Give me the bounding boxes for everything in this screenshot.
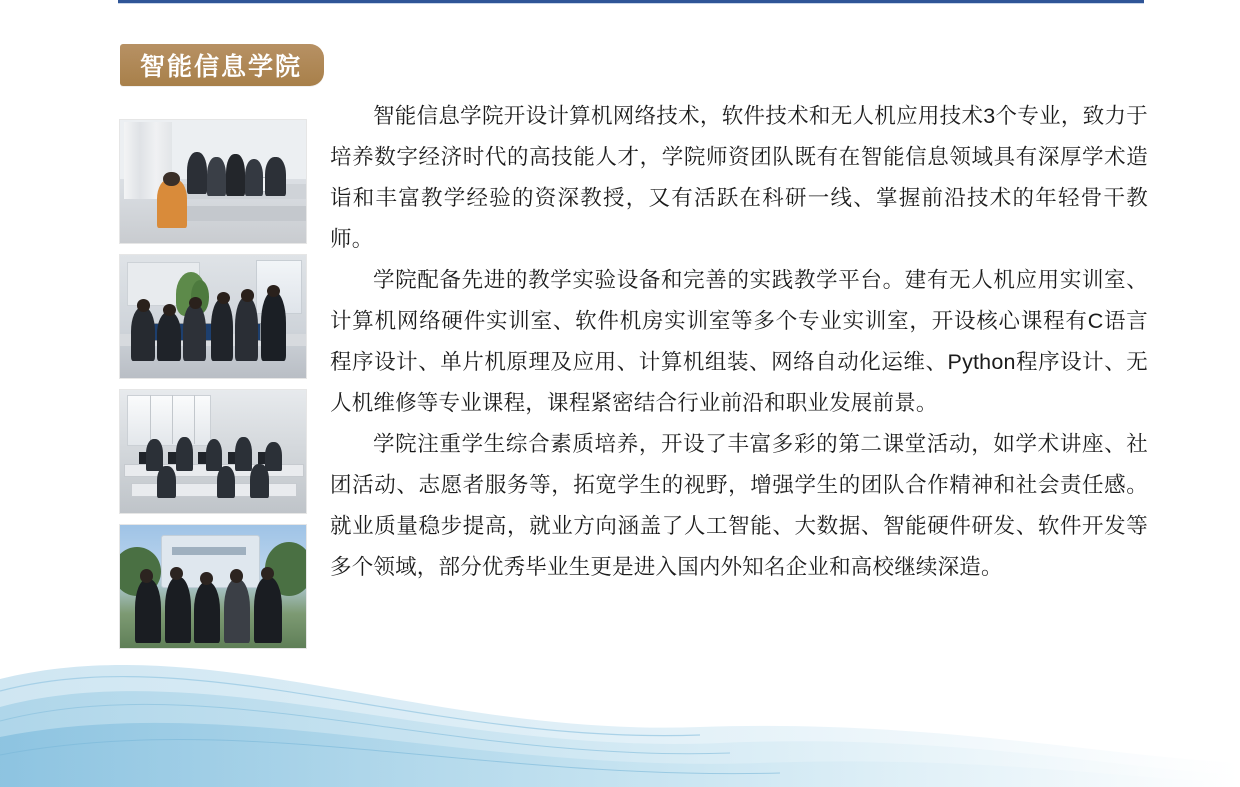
photo-computer-room [119,389,307,514]
photo-classroom-visit [119,119,307,244]
top-divider-rule-shadow [118,3,1144,4]
paragraph-3: 学院注重学生综合素质培养，开设了丰富多彩的第二课堂活动，如学术讲座、社团活动、志愿者服务等，拓宽学生的视野，增强学生的团队合作精神和社会责任感。就业质量稳步提高，就业方向涵盖了人工智能、大数据、智能硬件研发、软件开发等多个领域，部分优秀毕业生更是进入国内外知名企业和高校继续深造。 [330,432,1148,579]
section-title-tag [120,44,324,86]
photo-lab-laptops [119,254,307,379]
paragraph-1: 智能信息学院开设计算机网络技术，软件技术和无人机应用技术3个专业，致力于培养数字经济时代的高技能人才，学院师资团队既有在智能信息领域具有深厚学术造诣和丰富教学经验的资深教授，又有活跃在科研一线、掌握前沿技术的年轻骨干教师。 [330,104,1148,251]
paragraph-2: 学院配备先进的教学实验设备和完善的实践教学平台。建有无人机应用实训室、计算机网络硬件实训室、软件机房实训室等多个专业实训室，开设核心课程有C语言程序设计、单片机原理及应用、计算机组装、网络自动化运维、Python程序设计、无人机维修等专业课程，课程紧密结合行业前沿和职业发展前景。 [330,268,1148,415]
article-body [330,96,1148,588]
photo-students-outdoors [119,524,307,649]
photo-column [119,119,307,649]
section-title-text: 智能信息学院 [140,53,303,81]
